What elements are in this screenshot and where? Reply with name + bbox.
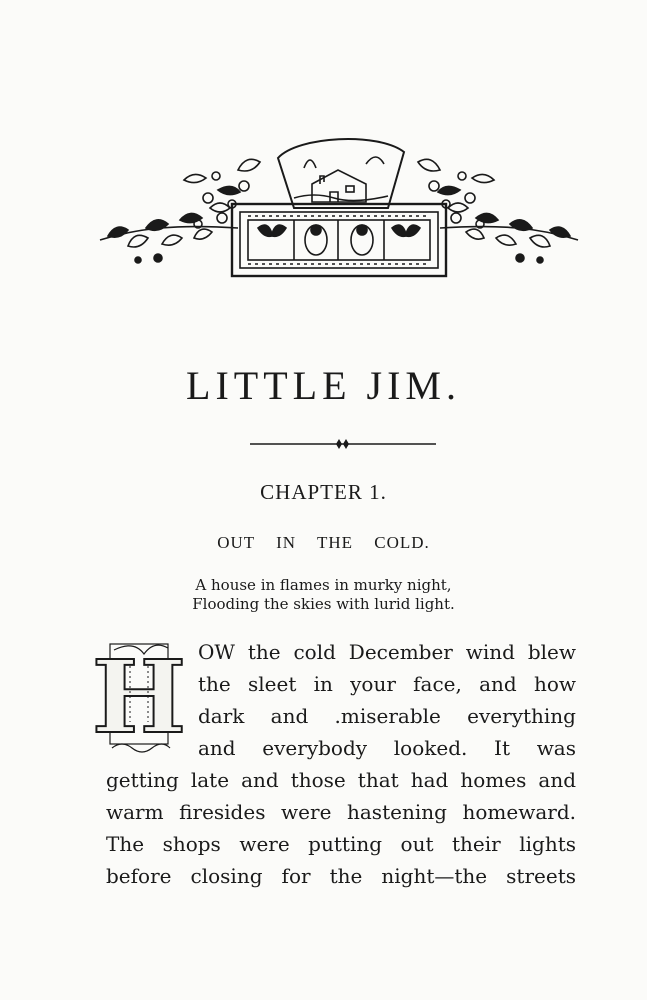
drop-cap-letter: H xyxy=(91,638,187,756)
text-line: OW the cold December wind blew xyxy=(198,640,576,664)
chapter-title: OUT IN THE COLD. xyxy=(217,533,430,552)
text-line: the sleet in your face, and how xyxy=(198,672,576,696)
text-line: getting late and those that had homes and xyxy=(106,768,576,792)
text-line: before closing for the night—the streets xyxy=(106,864,576,888)
text-line: warm firesides were hastening homeward. xyxy=(106,800,576,824)
book-title: LITTLE JIM. xyxy=(186,363,461,408)
epigraph-line: A house in flames in murky night, xyxy=(195,576,452,594)
text-line: dark and .miserable everything xyxy=(198,704,576,728)
chapter-heading: CHAPTER 1. xyxy=(260,480,387,504)
epigraph xyxy=(0,576,647,614)
text-line: The shops were putting out their lights xyxy=(106,832,576,856)
double-diamond-rule-icon xyxy=(250,436,436,452)
epigraph-line: Flooding the skies with lurid light. xyxy=(192,595,455,613)
text-line: and everybody looked. It was xyxy=(198,736,576,760)
opening-paragraph xyxy=(106,636,576,892)
floral-house-ornament-icon xyxy=(98,128,580,278)
